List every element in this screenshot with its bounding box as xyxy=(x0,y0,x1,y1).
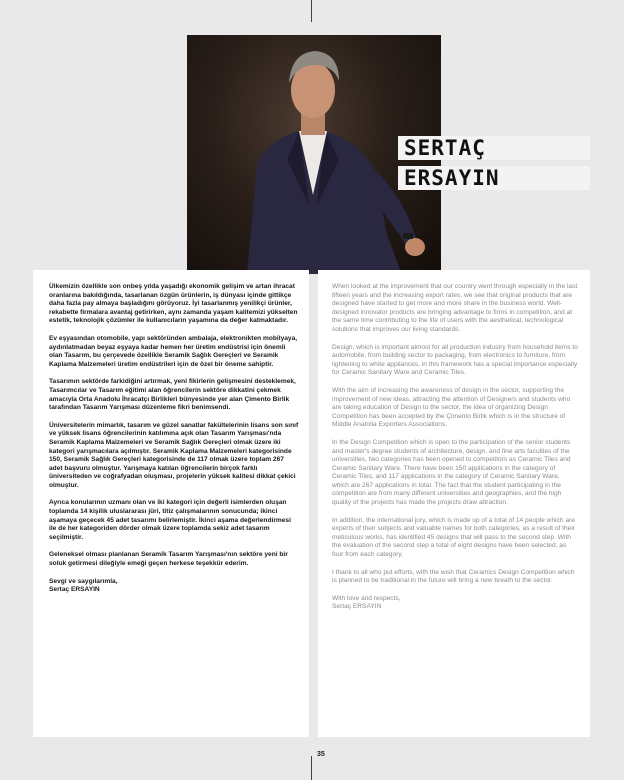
tr-signature: Sevgi ve saygılarımla, Sertaç ERSAYIN xyxy=(49,577,118,594)
page-number: 35 xyxy=(317,751,325,758)
turkish-column xyxy=(33,270,309,737)
fold-line-top xyxy=(311,0,312,22)
tr-paragraph-4: Üniversitelerin mimarlık, tasarım ve güzel sanatlar fakültelerinin lisans son sınıf ve yüksek lisans öğrencilerinin katılımına açık olan Tasarım Yarışması'nda Seramik Kaplama Malzemeleri ve Seramik Sağlık Gereçleri olmak üzere iki kategori yarışmacılara açılmıştır. Seramik Kaplama Malzemeleri kategorisinde 150, Seramik Sağlık Gereçleri kategorisinde de 117 olmak üzere toplam 267 adet başvuru olmuştur. Yarışmaya katılan öğrencilerin birçok farklı üniversiteden ve coğrafyadan oluşması, projelerin yüksek kalitesi dikkat çekici olmuştur. xyxy=(49,421,299,489)
tr-paragraph-6: Geleneksel olması planlanan Seramik Tasarım Yarışması'nın sektöre yeni bir soluk getirmesi dileğiyle emeği geçen herkese teşekkür ederim. xyxy=(49,551,288,568)
tr-paragraph-1: Ülkemizin özellikle son onbeş yılda yaşadığı ekonomik gelişim ve artan ihracat oranlarına bakıldığında, tasarlanan özgün ürünlerin, iş dünyası içinde gittikçe daha fazla pay almaya başladığını görüyoruz. İyi tasarlanmış yenilikçi ürünler, rekabette firmalara avantaj getirirken, aynı zamanda yaşam kalitemizi yükselten estetik, teknolojik çözümler ile kullanıcıların yaşamına da değer katmaktadır. xyxy=(49,283,298,325)
en-paragraph-1: When looked at the improvement that our country went through especially in the last fifteen years and the increasing export rates, we see that original products that are designed have started to get more and more share in the business world. Well-designed innovator products are bringing advantage to firms in competition, and at the same time contributing to the life of users with the aesthetical, technological solutions that improves our living standards. xyxy=(332,283,578,333)
en-paragraph-2: Design, which is important almost for all production industry from household items to automobile, from building sector to packaging, from electronics to furniture, from lightening to white appliances, in this framework has a special importance especially for Ceramic Sanitary Ware and Ceramic Tiles. xyxy=(332,343,578,377)
en-paragraph-6: I thank to all who put efforts, with the wish that Ceramics Design Competition which is planned to be traditional in the future will bring a new breath to the sector. xyxy=(332,568,575,585)
name-last: ERSAYIN xyxy=(398,166,590,190)
tr-paragraph-5: Ayrıca konularının uzmanı olan ve iki kategori için değerli isimlerden oluşan toplamda 14 kişilik uluslararası jüri, titiz çalışmalarının sonucunda; ikinci aşamaya geçecek 45 adet tasarımı belirlemiştir. İkinci aşama değerlendirmesi ile de her kategoriden dörder olmak üzere toplamda sekiz adet tasarım seçilmiştir. xyxy=(49,499,291,541)
en-paragraph-5: In addition, the international jury, which is made up of a total of 14 people which are experts of their subjects and valuable names for both categories, as a result of their meticulous works, has identified 45 designs that will pass to the second step. With the evaluation of the second step a total of eight designs have been selected, as four from each category. xyxy=(332,516,576,559)
english-column xyxy=(318,270,590,737)
name-first: SERTAÇ xyxy=(398,136,590,160)
fold-line-bottom xyxy=(311,756,312,780)
tr-paragraph-2: Ev eşyasından otomobile, yapı sektöründen ambalaja, elektronikten mobilyaya, aydınlatmadan beyaz eşyaya kadar hemen her üretim endüstrisi için önemli olan Tasarım, bu çerçevede özellikle Seramik Sağlık Gereçleri ve Seramik Kaplama Malzemeleri üretim endüstrileri için de özel bir öneme sahiptir. xyxy=(49,334,298,368)
en-signature: With love and respects, Sertaç ERSAYIN xyxy=(332,594,401,611)
en-paragraph-3: With the aim of increasing the awareness of design in the sector, supporting the improvement of new ideas, attracting the attention of Designers and students who are taking education of Design to the sector, the idea of organizing Design Competition has been accepted by the Çimento Birlik which is in the structure of Middle Anatolia Exporters Associations. xyxy=(332,386,571,429)
tr-paragraph-3: Tasarımın sektörde farkidiğini artırmak, yeni fikirlerin gelişmesini desteklemek, Tasarımcılar ve Tasarım eğitimi alan öğrencilerin sektöre dikkatini çekmek amacıyla Orta Anadolu İhracatçı Birlikleri bünyesinde yer alan Çimento Birlik tarafından Tasarım Yarışması düzenleme fikri benimsendi. xyxy=(49,378,296,412)
en-paragraph-4: In the Design Competition which is open to the participation of the senior students and master's degree students of architecture, design, and fine arts faculties of the universities, two categories has been opened to competitors as Ceramic Tiles and Ceramic Sanitary Ware. There have been 150 applications in the category of Ceramic Tiles, and 117 applications in the category of Ceramic Sanitary Ware, which are 267 applications in total. The fact that the student participating in the competition are from many different universities and geographies, and the high quality of the projects has made the projects draw attraction. xyxy=(332,438,571,507)
